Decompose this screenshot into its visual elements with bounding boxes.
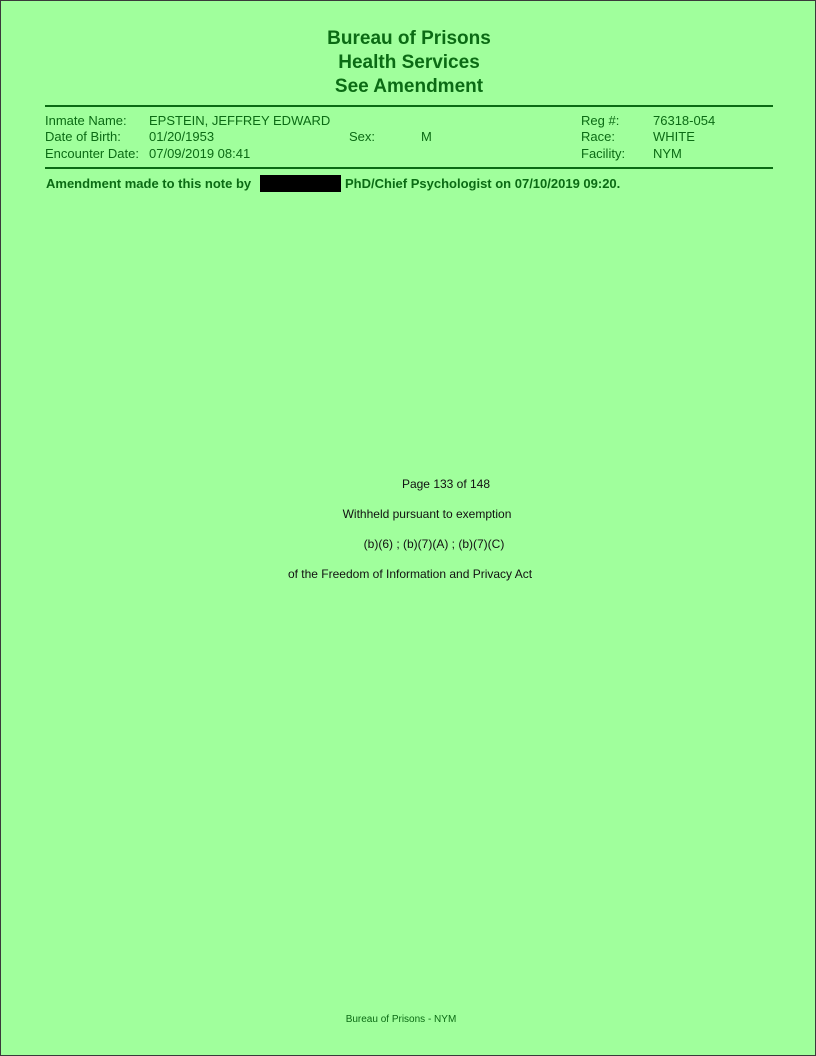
facility-label: Facility: [581, 146, 626, 161]
redaction-block [260, 175, 341, 192]
encounter-date-value: 07/09/2019 08:41 [149, 146, 251, 161]
dob-value: 01/20/1953 [149, 129, 215, 144]
sex-value: M [421, 129, 432, 144]
encounter-date-label: Encounter Date: [45, 146, 139, 161]
amendment-suffix: PhD/Chief Psychologist on 07/10/2019 09:20. [345, 176, 621, 191]
amendment-prefix: Amendment made to this note by [46, 176, 252, 191]
header-title-see-amendment: See Amendment [334, 76, 484, 97]
exemption-codes: (b)(6) ; (b)(7)(A) ; (b)(7)(C) [363, 537, 505, 551]
inmate-name-label: Inmate Name: [45, 113, 127, 128]
page-footer: Bureau of Prisons - NYM [345, 1014, 457, 1025]
foia-act-notice: of the Freedom of Information and Privacy Act [287, 567, 533, 581]
sex-label: Sex: [349, 129, 376, 144]
reg-number-label: Reg #: [581, 113, 620, 128]
withheld-notice: Withheld pursuant to exemption [342, 507, 512, 521]
dob-label: Date of Birth: [45, 129, 121, 144]
race-label: Race: [581, 129, 615, 144]
race-value: WHITE [653, 129, 695, 144]
document-header [1, 27, 816, 99]
header-divider-bottom [45, 167, 773, 169]
header-title-bureau: Bureau of Prisons [327, 28, 491, 49]
header-divider-top [45, 105, 773, 107]
header-title-health-services: Health Services [338, 52, 480, 73]
reg-number-value: 76318-054 [653, 113, 716, 128]
page-number: Page 133 of 148 [401, 477, 491, 491]
facility-value: NYM [653, 146, 682, 161]
inmate-name-value: EPSTEIN, JEFFREY EDWARD [149, 113, 331, 128]
